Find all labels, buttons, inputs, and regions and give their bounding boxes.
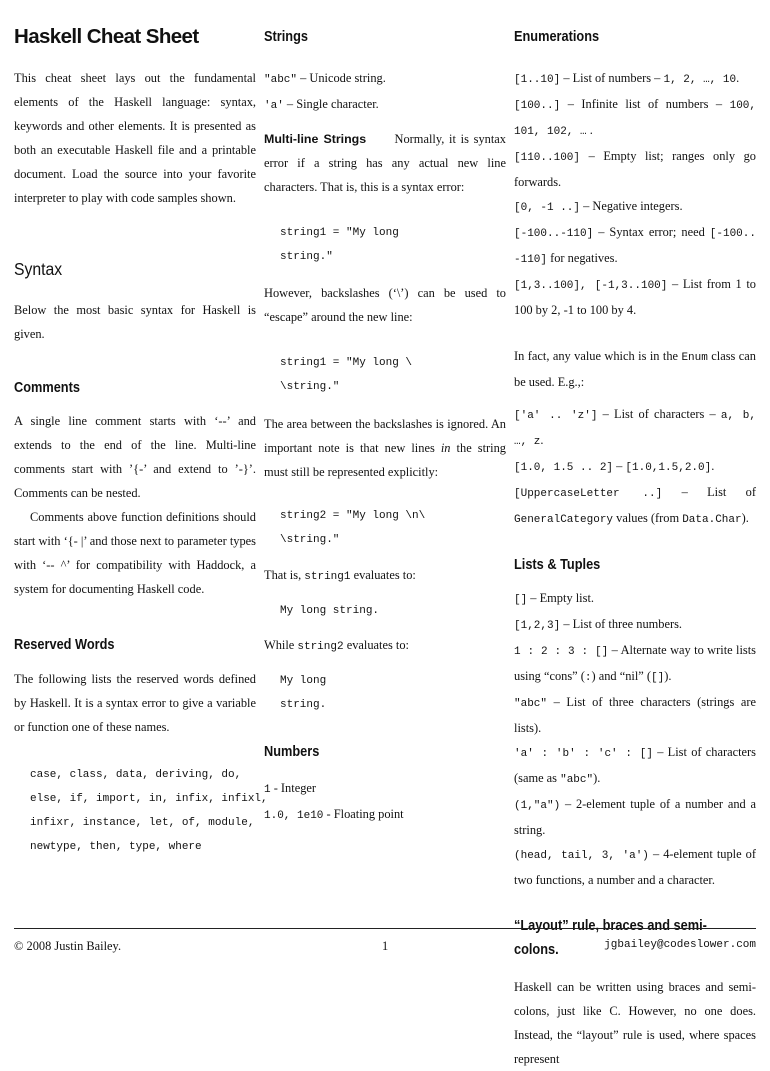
lists-tuples-heading: Lists & Tuples bbox=[514, 557, 601, 573]
list-line: [] – Empty list. bbox=[514, 591, 594, 606]
reserved-words-heading: Reserved Words bbox=[14, 637, 115, 653]
string-code-4: My long string. bbox=[280, 605, 380, 617]
enum-line: [1.0, 1.5 .. 2] – [1.0,1.5,2.0]. bbox=[514, 459, 715, 474]
numbers-heading: Numbers bbox=[264, 744, 320, 760]
list-line: 'a' : 'b' : 'c' : [] – List of characters (same as "abc"). bbox=[514, 745, 756, 786]
enumerations-heading: Enumerations bbox=[514, 29, 600, 45]
list-line: (head, tail, 3, 'a') – 4-element tuple of two functions, a number and a character. bbox=[514, 847, 756, 887]
reserved-words-text: The following lists the reserved words defined by Haskell. It is a syntax error to give a variable or function one of these names. bbox=[14, 672, 256, 734]
multiline-strings-paragraph: Multi-line Strings Normally, it is syntax error if a string has any actual new line characters. That is, this is a syntax error: bbox=[264, 132, 507, 194]
enum-line: [0, -1 ..] – Negative integers. bbox=[514, 199, 683, 214]
comments-heading: Comments bbox=[14, 380, 80, 396]
string-code-5: My long string. bbox=[280, 675, 327, 711]
number-line-integer: 1 - Integer bbox=[264, 781, 317, 796]
layout-rule-heading: “Layout” rule, braces and semi-colons. bbox=[514, 918, 707, 958]
author-email: jgbailey@codeslower.com bbox=[604, 939, 756, 951]
enum-class-paragraph: In fact, any value which is in the Enum class can be used. E.g.,: bbox=[514, 349, 756, 389]
syntax-heading: Syntax bbox=[14, 259, 63, 279]
string-line-unicode: "abc" – Unicode string. bbox=[264, 71, 386, 86]
copyright: © 2008 Justin Bailey. bbox=[14, 939, 122, 953]
list-line: "abc" – List of three characters (strings are lists). bbox=[514, 695, 756, 735]
string-code-1: string1 = "My long string." bbox=[280, 227, 399, 263]
syntax-text: Below the most basic syntax for Haskell is given. bbox=[14, 303, 256, 341]
layout-rule-text: Haskell can be written using braces and semi-colons, just like C. However, no one does. Instead, the “layout” rule is used, where spaces represent bbox=[514, 980, 756, 1066]
ignored-paragraph: The area between the backslashes is ignored. An important note is that new lines in the string must still be represented explicitly: bbox=[264, 417, 506, 479]
page-title: Haskell Cheat Sheet bbox=[14, 25, 199, 48]
evaluates-1-text: That is, string1 evaluates to: bbox=[264, 568, 416, 583]
column-right bbox=[514, 22, 756, 1071]
string-code-3: string2 = "My long \n\ \string." bbox=[280, 510, 426, 546]
enum-line: [110..100] – Empty list; ranges only go forwards. bbox=[514, 149, 756, 189]
enum-line: [1..10] – List of numbers – 1, 2, …, 10. bbox=[514, 71, 740, 86]
column-middle bbox=[264, 22, 506, 828]
page-number: 1 bbox=[382, 939, 389, 953]
enum-line: ['a' .. 'z'] – List of characters – a, b, …, z. bbox=[514, 407, 756, 448]
list-line: 1 : 2 : 3 : [] – Alternate way to write lists using “cons” (:) and “nil” ([]). bbox=[514, 643, 757, 684]
string-line-char: 'a' – Single character. bbox=[264, 97, 379, 112]
enum-line: [UppercaseLetter ..] – List of GeneralCategory values (from Data.Char). bbox=[514, 485, 756, 526]
enum-line: [100..] – Infinite list of numbers – 100, 101, 102, … . bbox=[514, 97, 756, 138]
comments-paragraph-2: Comments above function definitions should start with ‘{- |’ and those next to parameter types with ‘-- ^’ for compatibility with Haddock, a system for documenting Haskell code. bbox=[14, 510, 256, 596]
strings-heading: Strings bbox=[264, 29, 308, 45]
intro-paragraph: This cheat sheet lays out the fundamental elements of the Haskell language: syntax, keywords and other elements. It is presented as both an executable Haskell file and a printable document. Load the source into your favorite interpreter to play with code samples shown. bbox=[14, 71, 256, 205]
number-line-float: 1.0, 1e10 - Floating point bbox=[264, 807, 404, 822]
reserved-words-code: case, class, data, deriving, do, else, if, import, in, infix, infixl, infixr, instance, let, of, module, newtype, then, type, where bbox=[30, 769, 268, 853]
list-line: (1,"a") – 2-element tuple of a number and a string. bbox=[514, 797, 756, 837]
escape-paragraph: However, backslashes (‘\’) can be used to “escape” around the new line: bbox=[264, 286, 506, 324]
evaluates-2-text: While string2 evaluates to: bbox=[264, 638, 409, 653]
comments-paragraph-1: A single line comment starts with ‘--’ and extends to the end of the line. Multi-line comments start with ’{-’ and extend to ’-}’. Comments can be nested. bbox=[14, 414, 256, 500]
column-left bbox=[14, 22, 268, 859]
list-line: [1,2,3] – List of three numbers. bbox=[514, 617, 683, 632]
string-code-2: string1 = "My long \ \string." bbox=[280, 357, 413, 393]
enum-line: [1,3..100], [-1,3..100] – List from 1 to 100 by 2, -1 to 100 by 4. bbox=[514, 277, 756, 317]
enum-line: [-100..-110] – Syntax error; need [-100.. -110] for negatives. bbox=[514, 225, 756, 266]
